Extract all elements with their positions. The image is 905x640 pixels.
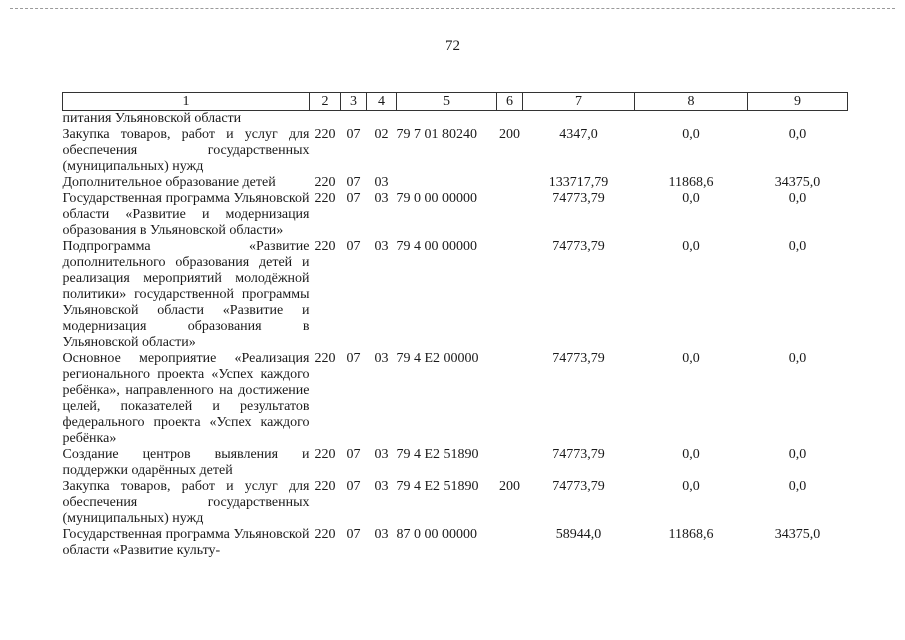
row-col-3: 07 <box>346 479 361 494</box>
row-col-4: 03 <box>374 239 389 254</box>
row-col-8: 0,0 <box>682 127 700 142</box>
row-name: Государственная программа Ульяновской области «Развитие культу- <box>62 527 310 558</box>
header-col-7: 7 <box>523 93 635 111</box>
row-col-3 <box>341 111 367 128</box>
row-col-6 <box>497 111 523 128</box>
row-col-2: 220 <box>314 239 336 254</box>
table-row <box>63 111 848 128</box>
row-col-2 <box>310 111 341 128</box>
row-name: Государственная программа Ульяновской области «Развитие и модернизация образования в Ульяновской области» <box>62 191 310 238</box>
top-scan-rule <box>10 8 895 9</box>
row-col-9: 0,0 <box>788 127 807 142</box>
row-col-8: 11868,6 <box>668 175 714 190</box>
row-col-7: 74773,79 <box>552 447 605 462</box>
row-name: Основное мероприятие «Реализация регионального проекта «Успех каждого ребёнка», направленного на достижение целей, показателей и результатов федерального проекта «Успех каждого ребёнка» <box>62 351 310 446</box>
header-col-2: 2 <box>310 93 341 111</box>
row-col-4: 03 <box>374 447 389 462</box>
row-col-6: 200 <box>499 127 520 142</box>
header-col-3: 3 <box>341 93 367 111</box>
row-col-9: 0,0 <box>788 191 807 206</box>
row-col-2: 220 <box>314 191 336 206</box>
row-col-4 <box>367 111 397 128</box>
header-col-5: 5 <box>397 93 497 111</box>
table-header-row <box>63 93 848 111</box>
row-col-9: 34375,0 <box>774 175 821 190</box>
row-col-8: 0,0 <box>682 191 700 206</box>
row-col-7: 74773,79 <box>552 191 605 206</box>
row-col-3: 07 <box>346 175 361 190</box>
row-col-2: 220 <box>314 527 336 542</box>
row-col-2: 220 <box>314 175 336 190</box>
header-col-1: 1 <box>63 93 310 111</box>
row-col-4: 03 <box>374 527 389 542</box>
row-name: Дополнительное образование детей <box>62 175 276 190</box>
table-row <box>63 447 848 479</box>
row-col-6 <box>497 239 523 351</box>
table-row <box>63 191 848 239</box>
row-col-3: 07 <box>346 191 361 206</box>
row-col-7: 74773,79 <box>552 351 605 366</box>
row-col-9: 0,0 <box>788 447 807 462</box>
table-row <box>63 479 848 527</box>
row-col-2: 220 <box>314 351 336 366</box>
table-row <box>63 351 848 447</box>
row-col-9: 34375,0 <box>774 527 821 542</box>
header-col-8: 8 <box>635 93 748 111</box>
row-col-7: 133717,79 <box>548 175 609 190</box>
row-col-7: 58944,0 <box>555 527 602 542</box>
header-col-6: 6 <box>497 93 523 111</box>
row-col-6 <box>497 527 523 559</box>
row-col-8: 0,0 <box>682 479 700 494</box>
row-name: Подпрограмма «Развитие дополнительного образования детей и реализация мероприятий молодёжной политики» государственной программы Ульяновской области «Развитие и модернизация образования в Ульяновской области» <box>62 239 310 350</box>
row-col-9 <box>748 111 848 128</box>
header-col-9: 9 <box>748 93 848 111</box>
row-col-5 <box>397 175 497 191</box>
row-col-4: 02 <box>374 127 389 142</box>
row-col-5 <box>397 111 497 128</box>
row-col-9: 0,0 <box>788 479 807 494</box>
row-col-6: 200 <box>499 479 520 494</box>
table-row <box>63 239 848 351</box>
row-col-3: 07 <box>346 351 361 366</box>
row-col-8: 0,0 <box>682 447 700 462</box>
row-name: питания Ульяновской области <box>62 111 242 126</box>
row-col-7 <box>523 111 635 128</box>
header-col-4: 4 <box>367 93 397 111</box>
row-col-4: 03 <box>374 351 389 366</box>
row-col-4: 03 <box>374 175 389 190</box>
row-col-5: 79 4 E2 51890 <box>396 447 479 462</box>
row-name: Закупка товаров, работ и услуг для обеспечения государственных (муниципальных) нужд <box>62 127 310 174</box>
table-row <box>63 127 848 175</box>
row-col-7: 74773,79 <box>552 479 605 494</box>
row-col-5: 79 7 01 80240 <box>396 127 477 142</box>
row-col-7: 74773,79 <box>552 239 605 254</box>
row-col-7: 4347,0 <box>559 127 598 142</box>
row-col-2: 220 <box>314 447 336 462</box>
page-number: 72 <box>445 38 460 54</box>
row-col-4: 03 <box>374 479 389 494</box>
table-row <box>63 527 848 559</box>
row-col-8: 0,0 <box>682 351 700 366</box>
row-col-3: 07 <box>346 239 361 254</box>
row-name: Создание центров выявления и поддержки одарённых детей <box>62 447 310 478</box>
row-col-6 <box>497 191 523 239</box>
row-col-4: 03 <box>374 191 389 206</box>
row-col-8: 0,0 <box>682 239 700 254</box>
row-col-3: 07 <box>346 447 361 462</box>
row-col-3: 07 <box>346 127 361 142</box>
row-col-9: 0,0 <box>788 239 807 254</box>
row-col-8 <box>635 111 748 128</box>
row-col-6 <box>497 351 523 447</box>
row-name: Закупка товаров, работ и услуг для обеспечения государственных (муниципальных) нужд <box>62 479 310 526</box>
row-col-5: 79 0 00 00000 <box>396 191 477 206</box>
row-col-5: 79 4 E2 00000 <box>396 351 479 366</box>
row-col-8: 11868,6 <box>668 527 714 542</box>
row-col-6 <box>497 175 523 191</box>
row-col-5: 79 4 E2 51890 <box>396 479 479 494</box>
row-col-2: 220 <box>314 127 336 142</box>
row-col-2: 220 <box>314 479 336 494</box>
row-col-6 <box>497 447 523 479</box>
row-col-3: 07 <box>346 527 361 542</box>
row-col-5: 87 0 00 00000 <box>396 527 477 542</box>
budget-table <box>62 92 848 559</box>
row-col-9: 0,0 <box>788 351 807 366</box>
table-row <box>63 175 848 191</box>
row-col-5: 79 4 00 00000 <box>396 239 477 254</box>
